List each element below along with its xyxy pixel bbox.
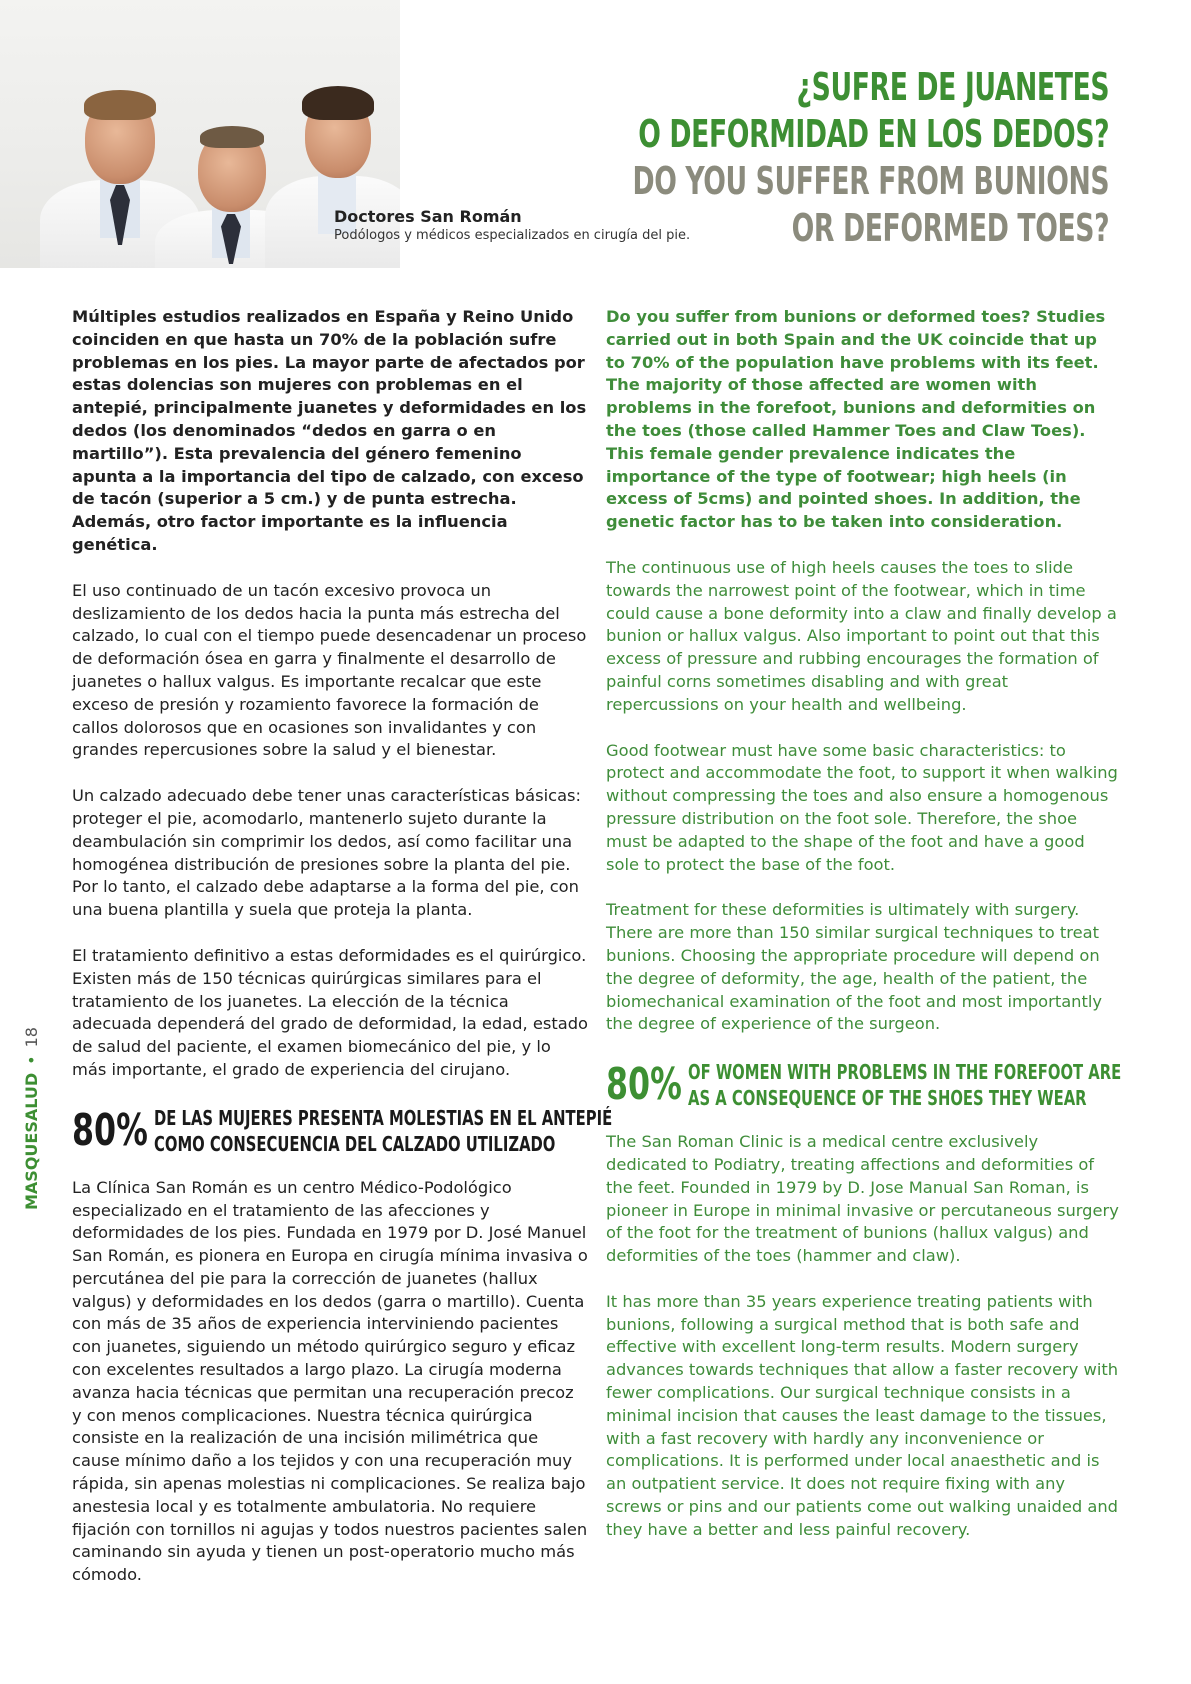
caption-name: Doctores San Román	[334, 207, 522, 226]
magazine-brand: MASQUESALUD	[22, 1072, 41, 1210]
english-paragraph-4: The San Roman Clinic is a medical centre exclusively dedicated to Podiatry, treating affections and deformities of the feet. Founded in 1979 by D. Jose Manual San Roman, is pioneer in Europe in minimal invasive or percutaneous surgery of the foot for the treatment of bunions (hallux valgus) and deformities of the toes (hammer and claw).	[606, 1132, 1119, 1266]
english-paragraph-3: Treatment for these deformities is ultimately with surgery. There are more than 150 similar surgical techniques to treat bunions. Choosing the appropriate procedure will depend on the degree of deformity, the age, health of the patient, the biomechanical examination of the foot and most importantly the degree of experience of the surgeon.	[606, 900, 1103, 1034]
english-lead: Do you suffer from bunions or deformed toes? Studies carried out in both Spain and the UK coincide that up to 70% of the population have problems with its feet. The majority of those affected are women with problems in the forefoot, bunions and deformities on the toes (those called Hammer Toes and Claw Toes). This female gender prevalence indicates the importance of the type of footwear; high heels (in excess of 5cms) and pointed shoes. In addition, the genetic factor has to be taken into consideration.	[606, 307, 1106, 532]
spanish-stat-callout	[72, 1104, 613, 1157]
english-stat-number: 80%	[606, 1059, 682, 1111]
spanish-lead: Múltiples estudios realizados en España y Reino Unido coinciden en que hasta un 70% de la población sufre problemas en los pies. La mayor parte de afectados por estas dolencias son mujeres con problemas en el antepié, principalmente juanetes y deformidades en los dedos (los denominados “dedos en garra o en martillo”). Esta prevalencia del género femenino apunta a la importancia del tipo de calzado, con exceso de tacón (superior a 5 cm.) y de punta estrecha. Además, otro factor importante es la influencia genética.	[72, 307, 587, 554]
english-paragraph-5: It has more than 35 years experience treating patients with bunions, following a surgical method that is both safe and effective with excellent long-term results. Modern surgery advances towards techniques that allow a faster recovery with fewer complications. Our surgical technique consists in a minimal incision that causes the least damage to the tissues, with a fast recovery with hardly any inconvenience or complications. It is performed under local anaesthetic and is an outpatient service. It does not require fixing with any screws or pins and our patients come out walking unaided and they have a better and less painful recovery.	[606, 1291, 1119, 1539]
english-stat-callout	[606, 1059, 1120, 1111]
spanish-paragraph-3: El tratamiento definitivo a estas deformidades es el quirúrgico. Existen más de 150 técnicas quirúrgicas similares para el tratamiento de los juanetes. La elección de la técnica adecuada dependerá del grado de deformidad, la edad, estado de salud del paciente, el examen biomecánico del pie, y lo más importante, el grado de experiencia del cirujano.	[72, 945, 589, 1079]
page-number: 18	[22, 1027, 41, 1048]
spanish-paragraph-4: La Clínica San Román es un centro Médico-Podológico especializado en el tratamiento de las afecciones y deformidades de los pies. Fundada en 1979 por D. José Manuel San Román, es pionera en Europa en cirugía mínima invasiva o percutánea del pie para la corrección de juanetes (hallux valgus) y deformidades en los dedos (garra o martillo). Cuenta con más de 35 años de experiencia interviniendo pacientes con juanetes, siguiendo un método quirúrgico seguro y eficaz con excelentes resultados a largo plazo. La cirugía moderna avanza hacia técnicas que permitan una recuperación precoz y con menos complicaciones. Nuestra técnica quirúrgica consiste en la realización de una incisión milimétrica que cause mínimo daño a los tejidos y con una recuperación muy rápida, sin apenas molestias ni complicaciones. Se realiza bajo anestesia local y es totalmente ambulatoria. No requiere fijación con tornillos ni agujas y todos nuestros pacientes salen caminando sin ayuda y tienen un post-operatorio mucho más cómodo.	[72, 1177, 588, 1585]
english-paragraph-1: The continuous use of high heels causes the toes to slide towards the narrowest point of the footwear, which in time could cause a bone deformity into a claw and finally develop a bunion or hallux valgus. Also important to point out that this excess of pressure and rubbing encourages the formation of painful corns sometimes disabling and with great repercussions on your health and wellbeing.	[606, 557, 1117, 714]
title-en-line1: DO YOU SUFFER FROM BUNIONS	[632, 159, 1109, 203]
title-en-line2: OR DEFORMED TOES?	[791, 206, 1109, 250]
title-es-line1: ¿SUFRE DE JUANETES	[796, 65, 1109, 109]
english-stat-line2: AS A CONSEQUENCE OF THE SHOES THEY WEAR	[688, 1086, 1087, 1111]
english-stat-line1: OF WOMEN WITH PROBLEMS IN THE FOREFOOT ARE	[688, 1060, 1122, 1085]
title-es-line2: O DEFORMIDAD EN LOS DEDOS?	[638, 112, 1109, 156]
english-paragraph-2: Good footwear must have some basic characteristics: to protect and accommodate the foot, to support it when walking without compressing the toes and also ensure a homogenous pressure distribution on the foot sole. Therefore, the shoe must be adapted to the shape of the foot and have a good sole to protect the base of the foot.	[606, 740, 1118, 874]
article-title	[498, 64, 1109, 252]
separator-dot: •	[22, 1055, 41, 1065]
caption-role: Podólogos y médicos especializados en cirugía del pie.	[334, 228, 691, 243]
english-column	[606, 306, 1120, 1565]
spanish-stat-line1: DE LAS MUJERES PRESENTA MOLESTIAS EN EL ANTEPIÉ	[154, 1105, 613, 1130]
page-side-label	[22, 1027, 41, 1210]
spanish-stat-line2: COMO CONSECUENCIA DEL CALZADO UTILIZADO	[154, 1131, 556, 1156]
spanish-stat-number: 80%	[72, 1104, 148, 1156]
spanish-paragraph-1: El uso continuado de un tacón excesivo provoca un deslizamiento de los dedos hacia la punta más estrecha del calzado, lo cual con el tiempo puede desencadenar un proceso de deformación ósea en garra y finalmente el desarrollo de juanetes o hallux valgus. Es importante recalcar que este exceso de presión y rozamiento favorece la formación de callos dolorosos que en ocasiones son invalidantes y con grandes repercusiones sobre la salud y el bienestar.	[72, 580, 587, 760]
spanish-column	[72, 306, 613, 1610]
spanish-paragraph-2: Un calzado adecuado debe tener unas características básicas: proteger el pie, acomodarlo, mantenerlo sujeto durante la deambulación sin comprimir los dedos, así como facilitar una homogénea distribución de presiones sobre la planta del pie. Por lo tanto, el calzado debe adaptarse a la forma del pie, con una buena plantilla y suela que proteja la planta.	[72, 786, 582, 920]
